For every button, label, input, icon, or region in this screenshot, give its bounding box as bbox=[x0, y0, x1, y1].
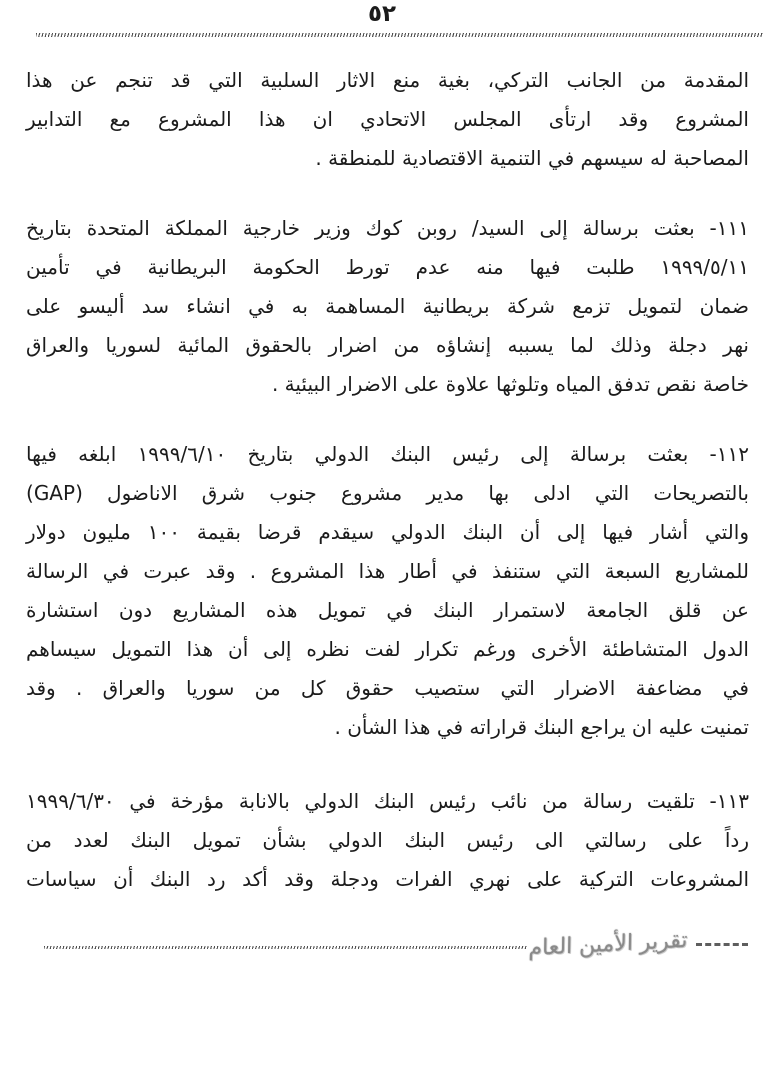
text-line: الدول المتشاطئة الأخرى ورغم تكرار لفت نظره إلى أن هذا التمويل سيساهم bbox=[26, 637, 749, 661]
text-line: المصاحبة له سيسهم في التنمية الاقتصادية للمنطقة . bbox=[315, 146, 749, 170]
text-line: عن قلق الجامعة لاستمرار البنك في تمويل هذه المشاريع دون استشارة bbox=[26, 598, 749, 622]
text-line: المقدمة من الجانب التركي، بغية منع الاثار السلبية التي قد تنجم عن هذا bbox=[26, 68, 749, 92]
page-content bbox=[26, 61, 749, 899]
page-number: ٥٢ bbox=[367, 1, 397, 27]
text-line: تمنيت عليه ان يراجع البنك قراراته في هذا الشأن . bbox=[334, 715, 749, 739]
text-line: نهر دجلة وذلك لما يسببه إنشاؤه من اضرار بالحقوق المائية لسوريا والعراق bbox=[26, 333, 749, 357]
text-line: ضمان لتمويل تزمع شركة بريطانية المساهمة به في انشاء سد أليسو على bbox=[26, 294, 749, 318]
text-line: ١١٢- بعثت برسالة إلى رئيس البنك الدولي بتاريخ ١٩٩٩/٦/١٠ ابلغه فيها bbox=[26, 442, 749, 466]
text-line: خاصة نقص تدفق المياه وتلوثها علاوة على الاضرار البيئية . bbox=[271, 372, 749, 396]
footer-dash-segment bbox=[696, 943, 748, 946]
text-line: ١٩٩٩/٥/١١ طلبت فيها منه عدم تورط الحكومة البريطانية في تأمين bbox=[26, 255, 749, 279]
top-divider-rule bbox=[36, 33, 763, 37]
text-line: للمشاريع السبعة التي ستنفذ في أطار هذا المشروع . وقد عبرت في الرسالة bbox=[26, 559, 749, 583]
text-line: المشروعات التركية على نهري الفرات ودجلة وقد أكد رد البنك أن سياسات bbox=[26, 867, 749, 891]
text-line: ١١٣- تلقيت رسالة من نائب رئيس البنك الدولي بالانابة مؤرخة في ١٩٩٩/٦/٣٠ bbox=[26, 789, 749, 813]
text-line: رداً على رسالتي الى رئيس البنك الدولي بشأن تمويل البنك لعدد من bbox=[26, 828, 749, 852]
paragraph-113 bbox=[26, 782, 749, 899]
footer-divider-rule bbox=[44, 946, 527, 949]
text-line: المشروع وقد ارتأى المجلس الاتحادي ان هذا المشروع مع التدابير bbox=[26, 107, 749, 131]
text-line: في مضاعفة الاضرار التي ستصيب حقوق كل من سوريا والعراق . وقد bbox=[26, 676, 749, 700]
text-line: ١١١- بعثت برسالة إلى السيد/ روبن كوك وزير خارجية المملكة المتحدة بتاريخ bbox=[26, 216, 749, 240]
text-line: والتي أشار فيها إلى أن البنك الدولي سيقدم قرضا بقيمة ١٠٠ مليون دولار bbox=[26, 520, 749, 544]
footer-handwritten-annotation: تقرير الأمين العام bbox=[528, 927, 688, 962]
paragraph-112 bbox=[26, 435, 749, 747]
text-line: بالتصريحات التي ادلى بها مدير مشروع جنوب شرق الاناضول (GAP) bbox=[26, 481, 749, 505]
paragraph-intro-continuation bbox=[26, 61, 749, 178]
paragraph-111 bbox=[26, 209, 749, 404]
